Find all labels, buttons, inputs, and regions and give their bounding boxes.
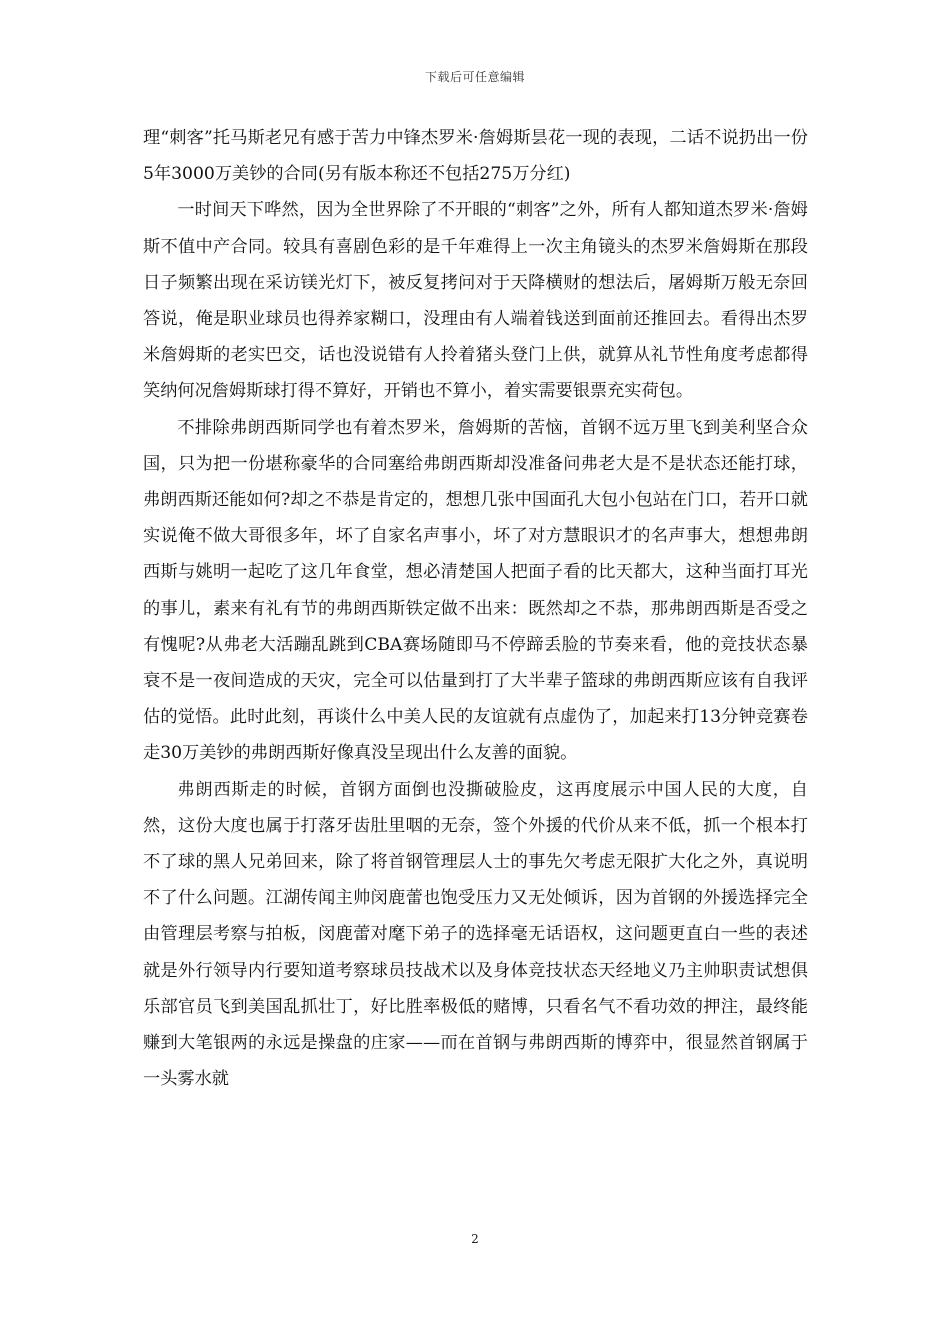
page-header: 下载后可任意编辑 [424,70,525,84]
paragraph-4: 弗朗西斯走的时候，首钢方面倒也没撕破脸皮，这再度展示中国人民的大度，自然，这份大度也属于打落牙齿肚里咽的无奈，签个外援的代价从来不低，抓一个根本打不了球的黑人兄弟回来，除了将首钢管理层人士的事先欠考虑无限扩大化之外，真说明不了什么问题。江湖传闻主帅闵鹿蕾也饱受压力又无处倾诉，因为首钢的外援选择完全由管理层考察与拍板，闵鹿蕾对麾下弟子的选择毫无话语权，这问题更直白一些的表述就是外行领导内行要知道考察球员技战术以及身体竞技状态天经地义乃主帅职责试想俱乐部官员飞到美国乱抓壮丁，好比胜率极低的赌博，只看名气不看功效的押注，最终能赚到大笔银两的永远是操盘的庄家——而在首钢与弗朗西斯的博弈中，很显然首钢属于一头雾水就 [143,779,808,1090]
paragraph-2: 一时间天下哗然，因为全世界除了不开眼的“刺客”之外，所有人都知道杰罗米·詹姆斯不值中产合同。较具有喜剧色彩的是千年难得上一次主角镜头的杰罗米詹姆斯在那段日子频繁出现在采访镁光灯下，被反复拷问对于天降横财的想法后，屠姆斯万般无奈回答说，俺是职业球员也得养家糊口，没理由有人端着钱送到面前还推回去。看得出杰罗米詹姆斯的老实巴交，话也没说错有人拎着猪头登门上供，就算从礼节性角度考虑都得笑纳何况詹姆斯球打得不算好，开销也不算小，着实需要银票充实荷包。 [143,200,808,402]
body-text [143,120,808,1097]
paragraph-1: 理“刺客”托马斯老兄有感于苦力中锋杰罗米·詹姆斯昙花一现的表现，二话不说扔出一份5年3000万美钞的合同(另有版本称还不包括275万分红) [143,128,808,185]
page-number: 2 [471,1232,479,1246]
paragraph-3: 不排除弗朗西斯同学也有着杰罗米，詹姆斯的苦恼，首钢不远万里飞到美利坚合众国，只为把一份堪称豪华的合同塞给弗朗西斯却没准备问弗老大是不是状态还能打球，弗朗西斯还能如何?却之不恭是肯定的，想想几张中国面孔大包小包站在门口，若开口就实说俺不做大哥很多年，坏了自家名声事小，坏了对方慧眼识才的名声事大，想想弗朗西斯与姚明一起吃了这几年食堂，想必清楚国人把面子看的比天都大，这种当面打耳光的事儿，素来有礼有节的弗朗西斯铁定做不出来：既然却之不恭，那弗朗西斯是否受之有愧呢?从弗老大活蹦乱跳到CBA赛场随即马不停蹄丢脸的节奏来看，他的竞技状态暴衰不是一夜间造成的天灾，完全可以估量到打了大半辈子篮球的弗朗西斯应该有自我评估的觉悟。此时此刻，再谈什么中美人民的友谊就有点虚伪了，加起来打13分钟竞赛卷走30万美钞的弗朗西斯好像真没呈现出什么友善的面貌。 [143,417,808,764]
